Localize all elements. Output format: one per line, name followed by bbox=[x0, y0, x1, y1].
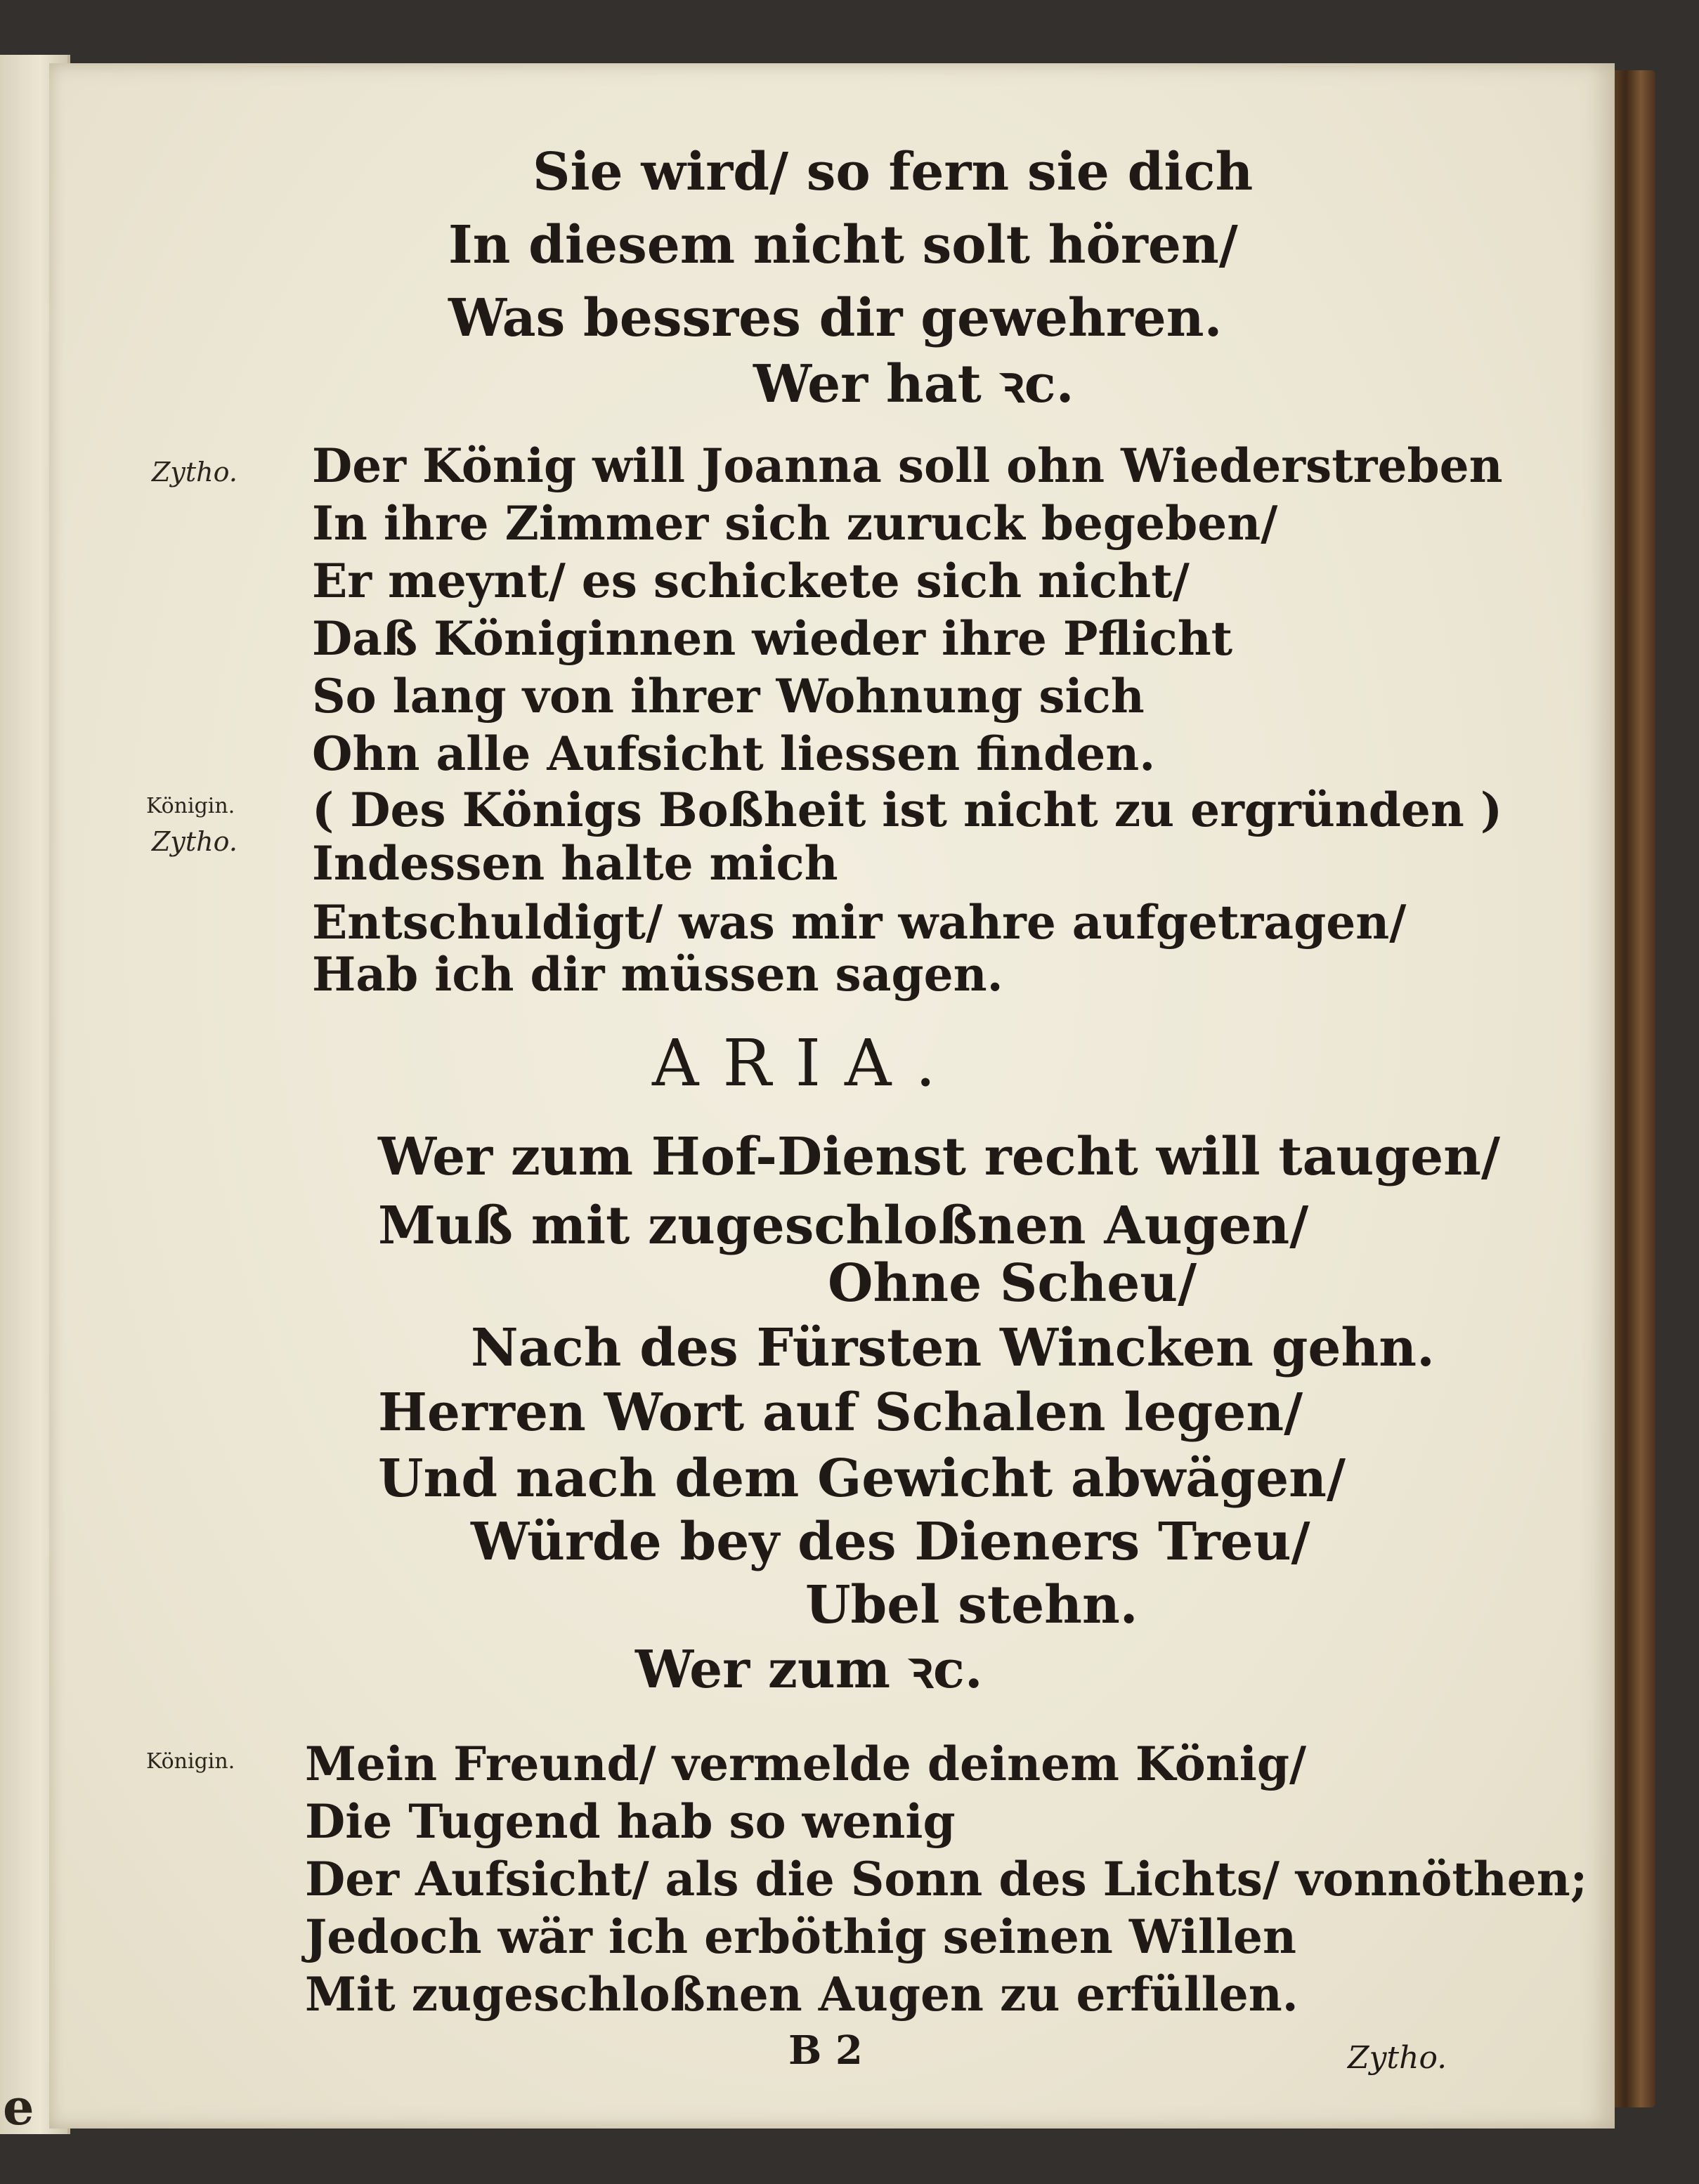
verse-line: Ohn alle Aufsicht liessen finden. bbox=[312, 726, 1156, 781]
catchword: Zytho. bbox=[1348, 2040, 1447, 2076]
aria-line: Nach des Fürsten Wincken gehn. bbox=[471, 1318, 1435, 1378]
speaker-label: Königin. bbox=[146, 794, 235, 818]
aria-line: Wer zum Hof-Dienst recht will taugen/ bbox=[378, 1127, 1500, 1187]
aria-line: Ubel stehn. bbox=[805, 1575, 1138, 1635]
verse-line: So lang von ihrer Wohnung sich bbox=[312, 669, 1145, 724]
aside-line: ( Des Königs Boßheit ist nicht zu ergründen ) bbox=[312, 783, 1503, 837]
verse-line: Der Aufsicht/ als die Sonn des Lichts/ vonnöthen; bbox=[305, 1852, 1588, 1907]
verse-line: Indessen halte mich bbox=[312, 836, 838, 891]
speaker-label: Königin. bbox=[146, 1749, 235, 1774]
aria-line: Muß mit zugeschloßnen Augen/ bbox=[378, 1196, 1309, 1256]
verse-line: Die Tugend hab so wenig bbox=[305, 1794, 956, 1849]
aria-line: Ohne Scheu/ bbox=[828, 1253, 1197, 1314]
verse-line: Entschuldigt/ was mir wahre aufgetragen/ bbox=[312, 895, 1407, 950]
verse-line: Der König will Joanna soll ohn Wiederstreben bbox=[312, 438, 1503, 493]
verse-line: Hab ich dir müssen sagen. bbox=[312, 947, 1003, 1002]
book-page bbox=[49, 63, 1615, 2129]
verse-line: Daß Königinnen wieder ihre Pflicht bbox=[312, 611, 1233, 666]
aria-line: Herren Wort auf Schalen legen/ bbox=[378, 1382, 1303, 1443]
verse-line: Mit zugeschloßnen Augen zu erfüllen. bbox=[305, 1967, 1298, 2022]
aria-title: ARIA. bbox=[652, 1026, 960, 1101]
opening-line: Sie wird/ so fern sie dich bbox=[533, 142, 1254, 202]
signature-mark: B 2 bbox=[788, 2027, 863, 2074]
aria-line: Würde bey des Dieners Treu/ bbox=[471, 1512, 1310, 1572]
aria-line: Und nach dem Gewicht abwägen/ bbox=[378, 1449, 1346, 1509]
opening-line: Was bessres dir gewehren. bbox=[448, 288, 1223, 348]
left-page-fragment: e bbox=[3, 2078, 34, 2136]
verse-line: Er meynt/ es schickete sich nicht/ bbox=[312, 554, 1190, 608]
opening-line: In diesem nicht solt hören/ bbox=[448, 215, 1238, 275]
verse-line: Jedoch wär ich erböthig seinen Willen bbox=[305, 1909, 1297, 1964]
opening-line-refrain: Wer hat ꝛc. bbox=[753, 354, 1074, 414]
verse-line: In ihre Zimmer sich zuruck begeben/ bbox=[312, 496, 1278, 551]
speaker-label: Zytho. bbox=[152, 457, 237, 488]
speaker-label: Zytho. bbox=[152, 826, 237, 857]
aria-refrain: Wer zum ꝛc. bbox=[635, 1640, 983, 1700]
verse-line: Mein Freund/ vermelde deinem König/ bbox=[305, 1737, 1307, 1791]
